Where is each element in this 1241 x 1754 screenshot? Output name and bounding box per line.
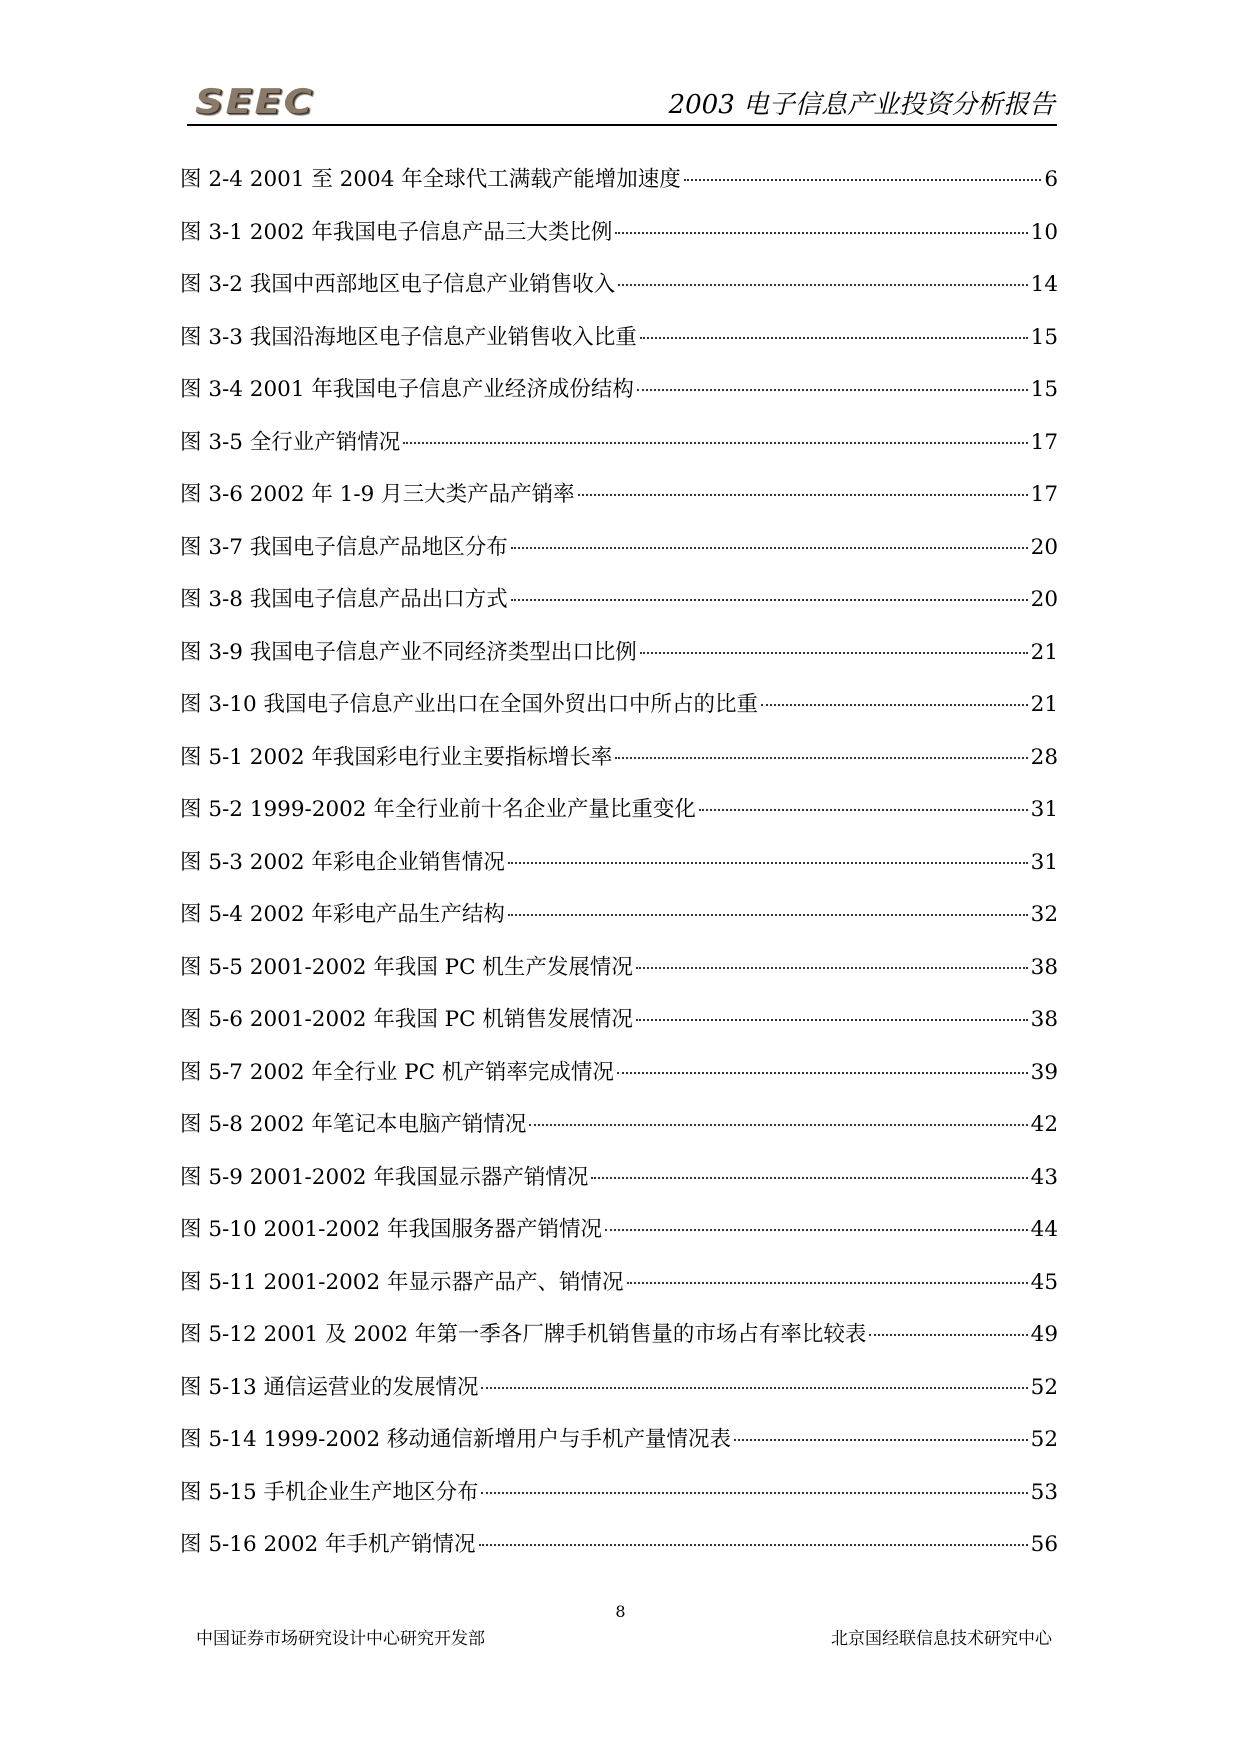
toc-entry[interactable] — [180, 950, 1058, 1003]
toc-dot-leader — [511, 599, 1028, 601]
toc-entry-label: 图 5-3 2002 年彩电企业销售情况 — [180, 849, 505, 875]
toc-entry-page: 20 — [1030, 534, 1058, 560]
toc-entry[interactable] — [180, 1527, 1058, 1580]
toc-dot-leader — [508, 862, 1028, 864]
toc-entry[interactable] — [180, 372, 1058, 425]
toc-dot-leader — [615, 232, 1027, 234]
toc-entry-page: 45 — [1030, 1269, 1058, 1295]
toc-dot-leader — [636, 1019, 1028, 1021]
toc-dot-leader — [508, 914, 1028, 916]
toc-entry[interactable] — [180, 687, 1058, 740]
toc-dot-leader — [684, 179, 1042, 181]
toc-entry-page: 20 — [1030, 587, 1058, 612]
toc-entry-page: 42 — [1030, 1112, 1058, 1137]
toc-dot-leader — [640, 652, 1028, 654]
toc-entry[interactable] — [180, 1370, 1058, 1423]
toc-dot-leader — [618, 284, 1027, 286]
toc-entry-page: 17 — [1030, 482, 1058, 507]
toc-dot-leader — [591, 1177, 1027, 1179]
toc-entry-page: 53 — [1030, 1479, 1058, 1505]
toc-entry-label: 图 5-14 1999-2002 移动通信新增用户与手机产量情况表 — [180, 1427, 732, 1452]
toc-entry[interactable] — [180, 425, 1058, 478]
toc-entry-label: 图 3-8 我国电子信息产品出口方式 — [180, 587, 508, 612]
toc-entry-label: 图 3-9 我国电子信息产业不同经济类型出口比例 — [180, 639, 637, 665]
toc-entry[interactable] — [180, 1160, 1058, 1213]
toc-entry-page: 10 — [1030, 219, 1058, 245]
toc-dot-leader — [761, 704, 1028, 706]
toc-dot-leader — [481, 1387, 1027, 1389]
toc-entry-label: 图 5-12 2001 及 2002 年第一季各厂牌手机销售量的市场占有率比较表 — [180, 1322, 867, 1347]
toc-dot-leader — [615, 757, 1027, 759]
toc-entry-label: 图 3-2 我国中西部地区电子信息产业销售收入 — [180, 272, 616, 297]
toc-entry-label: 图 3-4 2001 年我国电子信息产业经济成份结构 — [180, 377, 634, 402]
toc-entry[interactable] — [180, 267, 1058, 320]
toc-entry[interactable] — [180, 740, 1058, 793]
toc-entry-label: 图 5-1 2002 年我国彩电行业主要指标增长率 — [180, 744, 613, 770]
toc-dot-leader — [481, 1492, 1027, 1494]
toc-entry-page: 43 — [1030, 1164, 1058, 1190]
toc-entry-label: 图 3-5 全行业产销情况 — [180, 429, 401, 455]
toc-entry-page: 28 — [1030, 744, 1058, 770]
toc-entry-label: 图 5-6 2001-2002 年我国 PC 机销售发展情况 — [180, 1007, 633, 1032]
toc-entry[interactable] — [180, 1422, 1058, 1475]
toc-dot-leader — [640, 337, 1028, 339]
toc-dot-leader — [699, 809, 1028, 811]
report-title: 2003 电子信息产业投资分析报告 — [668, 90, 1055, 120]
toc-entry-label: 图 5-15 手机企业生产地区分布 — [180, 1479, 479, 1505]
footer-left-org: 中国证券市场研究设计中心研究开发部 — [196, 1629, 485, 1649]
toc-entry-page: 44 — [1030, 1217, 1058, 1242]
toc-entry-label: 图 5-7 2002 年全行业 PC 机产销率完成情况 — [180, 1059, 614, 1085]
toc-dot-leader — [617, 1072, 1028, 1074]
toc-dot-leader — [869, 1334, 1027, 1336]
toc-entry-label: 图 5-8 2002 年笔记本电脑产销情况 — [180, 1112, 527, 1137]
toc-entry-label: 图 5-9 2001-2002 年我国显示器产销情况 — [180, 1164, 589, 1190]
toc-entry[interactable] — [180, 1002, 1058, 1055]
toc-dot-leader — [734, 1439, 1028, 1441]
toc-entry-page: 31 — [1030, 797, 1058, 822]
toc-entry-label: 图 5-10 2001-2002 年我国服务器产销情况 — [180, 1217, 603, 1242]
toc-entry-page: 17 — [1030, 429, 1058, 455]
toc-dot-leader — [637, 389, 1028, 391]
toc-entry-label: 图 5-2 1999-2002 年全行业前十名企业产量比重变化 — [180, 797, 696, 822]
toc-entry-label: 图 5-4 2002 年彩电产品生产结构 — [180, 902, 505, 927]
toc-entry-label: 图 5-13 通信运营业的发展情况 — [180, 1374, 479, 1400]
toc-entry[interactable] — [180, 1055, 1058, 1108]
toc-dot-leader — [636, 967, 1028, 969]
toc-entry-page: 56 — [1030, 1532, 1058, 1557]
seec-logo: SEEC — [195, 82, 315, 122]
toc-entry-label: 图 3-7 我国电子信息产品地区分布 — [180, 534, 508, 560]
page-number: 8 — [615, 1602, 626, 1621]
toc-entry[interactable] — [180, 477, 1058, 530]
toc-entry[interactable] — [180, 635, 1058, 688]
toc-dot-leader — [578, 494, 1028, 496]
toc-entry-page: 21 — [1030, 692, 1058, 717]
toc-entry-label: 图 3-10 我国电子信息产业出口在全国外贸出口中所占的比重 — [180, 692, 758, 717]
toc-entry-page: 38 — [1030, 1007, 1058, 1032]
toc-entry-label: 图 3-6 2002 年 1-9 月三大类产品产销率 — [180, 482, 575, 507]
page-header — [187, 72, 1057, 126]
toc-entry[interactable] — [180, 1317, 1058, 1370]
toc-entry[interactable] — [180, 897, 1058, 950]
toc-entry-page: 32 — [1030, 902, 1058, 927]
footer-right-org: 北京国经联信息技术研究中心 — [831, 1629, 1052, 1649]
toc-entry-label: 图 5-16 2002 年手机产销情况 — [180, 1532, 476, 1557]
toc-entry-page: 39 — [1030, 1059, 1058, 1085]
toc-entry[interactable] — [180, 162, 1058, 215]
toc-entry-page: 31 — [1030, 849, 1058, 875]
toc-entry[interactable] — [180, 792, 1058, 845]
toc-entry-label: 图 3-1 2002 年我国电子信息产品三大类比例 — [180, 219, 613, 245]
toc-entry-page: 15 — [1030, 377, 1058, 402]
toc-entry[interactable] — [180, 845, 1058, 898]
toc-dot-leader — [511, 547, 1028, 549]
figure-index-list — [180, 162, 1058, 1580]
toc-entry[interactable] — [180, 1265, 1058, 1318]
toc-entry-page: 15 — [1030, 324, 1058, 350]
toc-entry[interactable] — [180, 1212, 1058, 1265]
toc-entry-label: 图 5-5 2001-2002 年我国 PC 机生产发展情况 — [180, 954, 633, 980]
toc-entry[interactable] — [180, 320, 1058, 373]
toc-entry[interactable] — [180, 530, 1058, 583]
toc-entry-page: 49 — [1030, 1322, 1058, 1347]
toc-entry-label: 图 3-3 我国沿海地区电子信息产业销售收入比重 — [180, 324, 637, 350]
toc-dot-leader — [479, 1544, 1028, 1546]
toc-entry[interactable] — [180, 1475, 1058, 1528]
toc-entry[interactable] — [180, 582, 1058, 635]
toc-entry[interactable] — [180, 215, 1058, 268]
toc-entry-label: 图 2-4 2001 至 2004 年全球代工满载产能增加速度 — [180, 167, 681, 192]
toc-entry-page: 14 — [1030, 272, 1058, 297]
toc-dot-leader — [605, 1229, 1028, 1231]
toc-entry-page: 6 — [1044, 167, 1058, 192]
toc-entry-page: 52 — [1030, 1374, 1058, 1400]
toc-entry-label: 图 5-11 2001-2002 年显示器产品产、销情况 — [180, 1269, 624, 1295]
toc-dot-leader — [403, 442, 1027, 444]
toc-entry-page: 38 — [1030, 954, 1058, 980]
toc-dot-leader — [627, 1282, 1028, 1284]
toc-entry-page: 21 — [1030, 639, 1058, 665]
toc-entry-page: 52 — [1030, 1427, 1058, 1452]
toc-dot-leader — [529, 1124, 1027, 1126]
toc-entry[interactable] — [180, 1107, 1058, 1160]
